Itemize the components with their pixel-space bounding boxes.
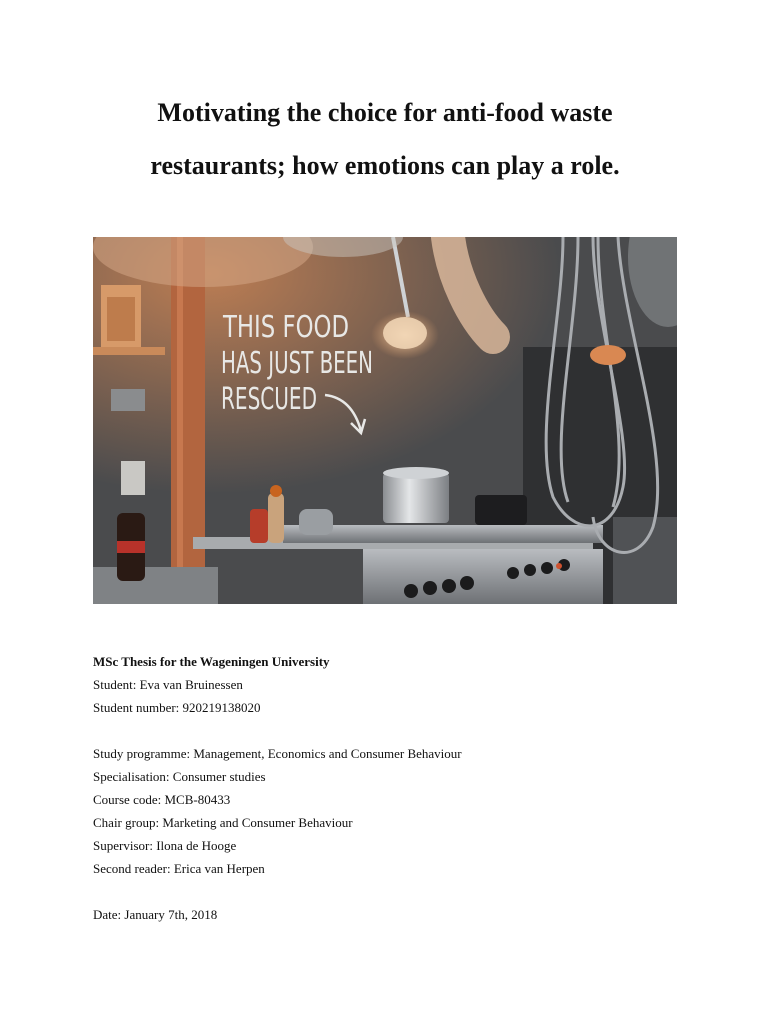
title-line-2: restaurants; how emotions can play a role. xyxy=(150,151,620,180)
thesis-details xyxy=(93,650,693,926)
programme-line: Study programme: Management, Economics and Consumer Behaviour xyxy=(93,746,462,761)
course-code-line: Course code: MCB-80433 xyxy=(93,792,231,807)
second-reader-line: Second reader: Erica van Herpen xyxy=(93,861,265,876)
student-line: Student: Eva van Bruinessen xyxy=(93,677,243,692)
student-number-line: Student number: 920219138020 xyxy=(93,700,261,715)
cover-photo-kitchen xyxy=(93,237,677,604)
chair-group-line: Chair group: Marketing and Consumer Behaviour xyxy=(93,815,353,830)
spacer xyxy=(93,880,693,903)
chalk-line-1: THIS FOOD xyxy=(222,310,349,345)
title-line-1: Motivating the choice for anti-food waste xyxy=(157,98,613,127)
thesis-title xyxy=(0,86,770,192)
thesis-line: MSc Thesis for the Wageningen University xyxy=(93,654,330,669)
supervisor-line: Supervisor: Ilona de Hooge xyxy=(93,838,237,853)
date-line: Date: January 7th, 2018 xyxy=(93,907,218,922)
spacer xyxy=(93,719,693,742)
specialisation-line: Specialisation: Consumer studies xyxy=(93,769,266,784)
chalk-line-3: RESCUED xyxy=(221,382,317,417)
chalk-line-2: HAS JUST BEEN xyxy=(221,346,373,381)
